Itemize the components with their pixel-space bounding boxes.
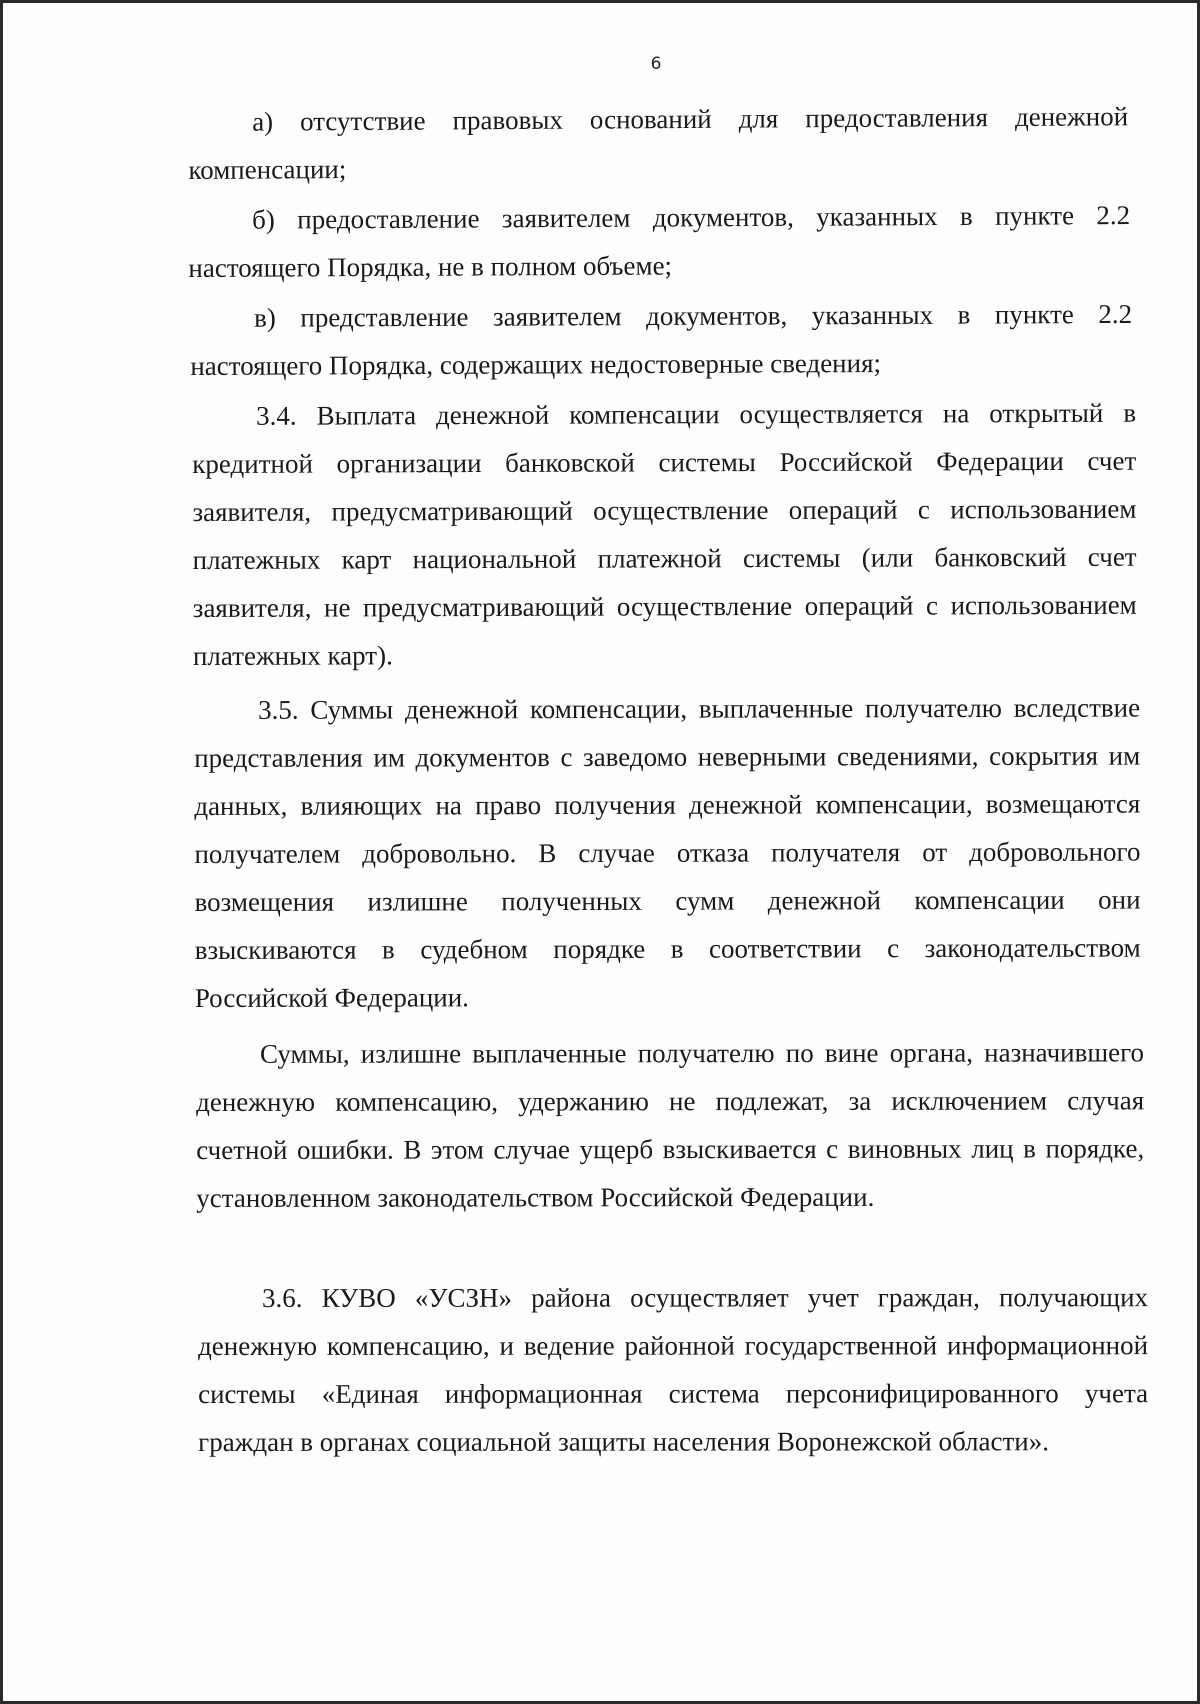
scan-border-left: [0, 0, 3, 1704]
paragraph-item-b: [188, 191, 1130, 292]
paragraph-overpayment: [196, 1028, 1144, 1222]
paragraph-text: в) представление заявителем документов, указанных в пункте 2.2 настоящего Порядка, содержащих недостоверные сведения;: [190, 298, 1133, 381]
paragraph-text: б) предоставление заявителем документов, указанных в пункте 2.2 настоящего Порядка, не в полном объеме;: [188, 200, 1131, 283]
paragraph-3-4: [192, 389, 1137, 680]
paragraph-item-v: [190, 290, 1132, 390]
paragraph-text: Суммы, излишне выплаченные получателю по вине органа, назначившего денежную компенсацию, удержанию не подлежат, за исключением случая счетной ошибки. В этом случае ущерб взыскивается с виновных лиц в порядке, установленном законодательством Российской Федерации.: [196, 1037, 1145, 1213]
paragraph-text: а) отсутствие правовых оснований для предоставления денежной компенсации;: [188, 101, 1129, 185]
paragraph-text: 3.5. Суммы денежной компенсации, выплаченные получателю вследствие представления им документов с заведомо неверными сведениями, сокрытия им данных, влияющих на право получения денежной компенсации, возмещаются получателем добровольно. В случае отказа получателя от добровольного возмещения излишне полученных сумм денежной компенсации они взыскиваются в судебном порядке в соответствии с законодательством Российской Федерации.: [194, 692, 1141, 1013]
paragraph-text: 3.6. КУВО «УСЗН» района осуществляет учет граждан, получающих денежную компенсацию, и ведение районной государственной информационной системы «Единая информационная система персонифицированного учета граждан в органах социальной защиты населения Воронежской области».: [198, 1282, 1149, 1457]
paragraph-text: 3.4. Выплата денежной компенсации осуществляется на открытый в кредитной организации банковской системы Российской Федерации счет заявителя, предусматривающий осуществление операций с использованием платежных карт национальной платежной системы (или банковский счет заявителя, не предусматривающий осуществление операций с использованием платежных карт).: [192, 397, 1137, 671]
paragraph-item-a: [188, 92, 1129, 194]
page-number: 6: [650, 54, 662, 74]
scan-border-top: [0, 0, 1200, 3]
paragraph-3-6: [198, 1273, 1148, 1466]
paragraph-3-5: [194, 684, 1141, 1022]
